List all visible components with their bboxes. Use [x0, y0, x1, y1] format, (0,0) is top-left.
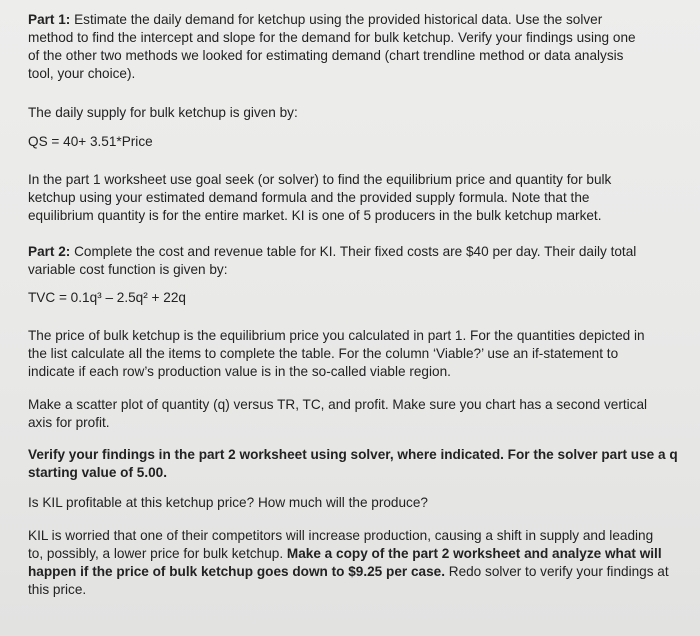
part1-line-2: method to find the intercept and slope for the demand for bulk ketchup. Verify your findings using one — [28, 30, 636, 45]
part2-line-1: Complete the cost and revenue table for KI. Their fixed costs are $40 per day. Their daily total — [70, 244, 637, 259]
supply-formula-text: QS = 40+ 3.51*Price — [28, 134, 153, 149]
worry-paragraph — [28, 527, 669, 599]
question-line — [28, 494, 428, 512]
equilibrium-line-1: In the part 1 worksheet use goal seek (or solver) to find the equilibrium price and quantity for bulk — [28, 172, 612, 187]
price-line-3: indicate if each row’s production value is in the so-called viable region. — [28, 364, 451, 379]
price-line-2: the list calculate all the items to complete the table. For the column ‘Viable?’ use an if-statement to — [28, 346, 619, 361]
part2-heading: Part 2: — [28, 244, 71, 259]
worry-line-3-bold: happen if the price of bulk ketchup goes down to $9.25 per case. — [28, 564, 445, 579]
part2-paragraph — [28, 243, 636, 279]
document-page — [28, 0, 678, 636]
part2-line-2: variable cost function is given by: — [28, 262, 228, 277]
question-text: Is KIL profitable at this ketchup price? How much will the produce? — [28, 495, 428, 510]
scatter-paragraph — [28, 396, 647, 432]
scatter-line-2: axis for profit. — [28, 415, 110, 430]
part1-paragraph — [28, 11, 636, 83]
worry-line-4: this price. — [28, 582, 87, 597]
verify-line-1: Verify your findings in the part 2 worksheet using solver, where indicated. For the solver part use a q — [28, 447, 678, 462]
part1-line-3: of the other two methods we looked for estimating demand (chart trendline method or data analysis — [28, 48, 624, 63]
verify-paragraph — [28, 446, 678, 482]
part1-line-1: Estimate the daily demand for ketchup using the provided historical data. Use the solver — [70, 12, 603, 27]
equilibrium-line-3: equilibrium quantity is for the entire market. KI is one of 5 producers in the bulk ketchup market. — [28, 208, 602, 223]
tvc-formula-text: TVC = 0.1q³ – 2.5q² + 22q — [28, 290, 186, 305]
part1-heading: Part 1: — [28, 12, 71, 27]
price-paragraph — [28, 327, 645, 381]
supply-intro — [28, 104, 298, 122]
supply-formula — [28, 133, 153, 151]
supply-intro-text: The daily supply for bulk ketchup is given by: — [28, 105, 298, 120]
price-line-1: The price of bulk ketchup is the equilibrium price you calculated in part 1. For the quantities depicted in — [28, 328, 645, 343]
equilibrium-paragraph — [28, 171, 611, 225]
scatter-line-1: Make a scatter plot of quantity (q) versus TR, TC, and profit. Make sure you chart has a second vertical — [28, 397, 648, 412]
equilibrium-line-2: ketchup using your estimated demand formula and the provided supply formula. Note that the — [28, 190, 590, 205]
worry-line-2-normal: to, possibly, a lower price for bulk ketchup. — [28, 546, 287, 561]
part1-line-4: tool, your choice). — [28, 66, 136, 81]
worry-line-3-normal: Redo solver to verify your findings at — [444, 564, 669, 579]
tvc-formula — [28, 289, 186, 307]
worry-line-2-bold: Make a copy of the part 2 worksheet and analyze what will — [286, 546, 662, 561]
worry-line-1: KIL is worried that one of their competitors will increase production, causing a shift in supply and leading — [28, 528, 654, 543]
verify-line-2: starting value of 5.00. — [28, 465, 168, 480]
